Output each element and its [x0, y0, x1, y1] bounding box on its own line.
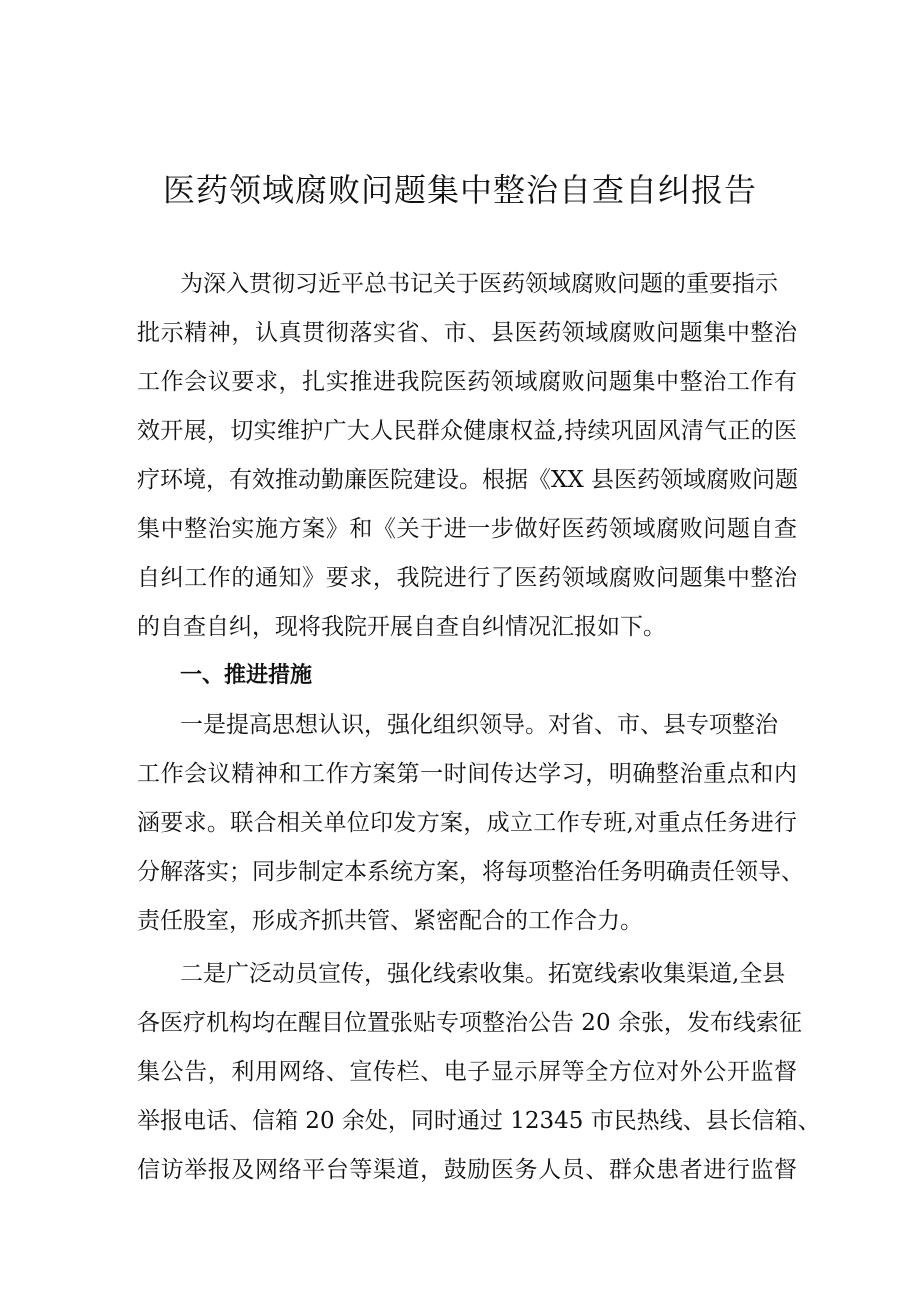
document-title: 医药领域腐败问题集中整治自查自纠报告 [162, 171, 757, 209]
intro-line-8: 的自查自纠，现将我院开展自查自纠情况汇报如下。 [137, 614, 666, 640]
intro-line-4: 效开展，切实维护广大人民群众健康权益,持续巩固风清气正的医 [137, 418, 797, 444]
para2-line-2: 各医疗机构均在醒目位置张贴专项整治公告 20 余张，发布线索征 [137, 1010, 802, 1036]
para1-line-3: 涵要求。联合相关单位印发方案，成立工作专班,对重点任务进行 [137, 810, 797, 836]
para2-line-5: 信访举报及网络平台等渠道，鼓励医务人员、群众患者进行监督 [137, 1157, 797, 1183]
intro-line-7: 自纠工作的通知》要求，我院进行了医药领域腐败问题集中整治 [137, 565, 797, 591]
para1-line-1: 一是提高思想认识，强化组织领导。对省、市、县专项整治 [180, 712, 778, 738]
intro-line-2: 批示精神，认真贯彻落实省、市、县医药领域腐败问题集中整治 [137, 320, 797, 346]
intro-line-6: 集中整治实施方案》和《关于进一步做好医药领域腐败问题自查 [137, 516, 797, 542]
para2-line-3: 集公告，利用网络、宣传栏、电子显示屏等全方位对外公开监督 [137, 1059, 797, 1085]
para2-line-1: 二是广泛动员宣传，强化线索收集。拓宽线索收集渠道,全县 [180, 961, 786, 987]
intro-line-1: 为深入贯彻习近平总书记关于医药领域腐败问题的重要指示 [180, 271, 778, 297]
para1-line-2: 工作会议精神和工作方案第一时间传达学习，明确整治重点和内 [137, 761, 797, 787]
para1-line-5: 责任股室，形成齐抓共管、紧密配合的工作合力。 [137, 908, 643, 934]
intro-line-5: 疗环境，有效推动勤廉医院建设。根据《XX 县医药领域腐败问题 [137, 467, 799, 493]
para2-line-4: 举报电话、信箱 20 余处，同时通过 12345 市民热线、县长信箱、 [137, 1108, 821, 1134]
intro-line-3: 工作会议要求，扎实推进我院医药领域腐败问题集中整治工作有 [137, 369, 797, 395]
para1-line-4: 分解落实；同步制定本系统方案，将每项整治任务明确责任领导、 [137, 859, 804, 885]
section-heading: 一、推进措施 [180, 663, 313, 688]
